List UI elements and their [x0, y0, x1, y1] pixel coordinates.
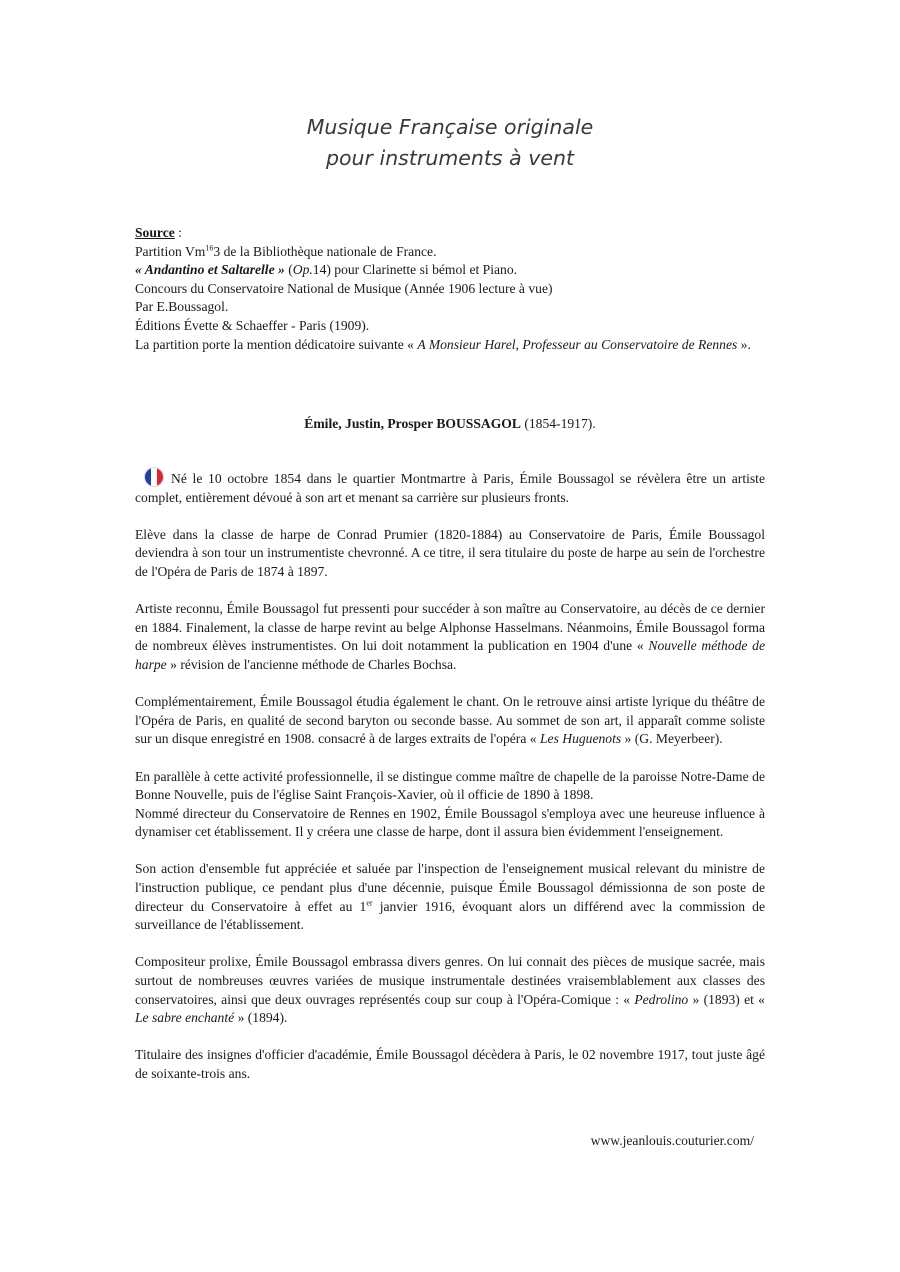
source-line-6	[135, 336, 765, 355]
title-line-2: pour instruments à vent	[326, 146, 574, 170]
paragraph-7-italic-2: Le sabre enchanté	[135, 1010, 235, 1026]
paragraph-7-mid: » (1893) et «	[688, 991, 765, 1007]
dedication-text: A Monsieur Harel, Professeur au Conservatoire de Rennes	[417, 336, 738, 352]
work-rest: 14) pour Clarinette si bémol et Piano.	[312, 262, 518, 278]
paragraph-5-line-2: Nommé directeur du Conservatoire de Rennes en 1902, Émile Boussagol s'employa avec une heureuse influence à dynamiser cet établissement. Il y créera une classe de harpe, dont il assura bien évidemment l'enseignement.	[135, 805, 765, 840]
paragraph-3-post: » révision de l'ancienne méthode de Charles Bochsa.	[166, 656, 457, 672]
dedication-post: ».	[737, 336, 751, 352]
paragraph-5-line-1: En parallèle à cette activité professionnelle, il se distingue comme maître de chapelle de la paroisse Notre-Dame de Bonne Nouvelle, puis de l'église Saint François-Xavier, où il officie de 1890 à 1898.	[135, 768, 765, 803]
source-section	[135, 224, 765, 354]
source-heading: Source	[135, 225, 175, 240]
work-title: « Andantino et Saltarelle »	[135, 262, 285, 278]
title-line-1: Musique Française originale	[306, 115, 594, 139]
paragraph-3-pre: Artiste reconnu, Émile Boussagol fut pressenti pour succéder à son maître au Conservatoire, au décès de ce dernier en 1884. Finalement, la classe de harpe revint au belge Alphonse Hasselmans. Néanmoins, Émile Boussagol forma de nombreux élèves instrumentistes. On lui doit notamment la publication en 1904 d'une «	[135, 601, 765, 654]
source-line-3: Concours du Conservatoire National de Musique (Année 1906 lecture à vue)	[135, 280, 553, 296]
source-line-4: Par E.Boussagol.	[135, 299, 229, 315]
paragraph-1-text: Né le 10 octobre 1854 dans le quartier Montmartre à Paris, Émile Boussagol se révèlera être un artiste complet, entièrement dévoué à son art et menant sa carrière sur plusieurs fronts.	[135, 471, 765, 505]
paragraph-7-pre: Compositeur prolixe, Émile Boussagol embrassa divers genres. On lui connait des pièces de musique sacrée, mais surtout de nombreuses œuvres variées de musique instrumentale destinées vraisemblablement aux classes des conservatoires, ainsi que deux ouvrages représentés coup sur coup à l'Opéra-Comique : «	[135, 954, 765, 1007]
paragraph-7-post: » (1894).	[234, 1010, 288, 1026]
source-heading-line	[135, 224, 765, 243]
dedication-pre: La partition porte la mention dédicatoire suivante «	[135, 336, 418, 352]
website-link[interactable]: www.jeanlouis.couturier.com/	[590, 1133, 754, 1148]
paragraph-4-italic: Les Huguenots	[539, 731, 622, 747]
paragraph-6-pre: Son action d'ensemble fut appréciée et saluée par l'inspection de l'enseignement musical relevant du ministre de l'instruction publique, ce pendant plus d'une décennie, puisque Émile Boussagol démissionna de son poste de directeur du Conservatoire à effet au 1	[135, 861, 765, 914]
composer-heading	[0, 415, 900, 433]
paragraph-6	[135, 860, 765, 934]
source-line-1-pre: Partition Vm	[135, 243, 206, 259]
paragraph-6-sup: er	[366, 898, 373, 908]
work-opus: Op.	[292, 262, 313, 278]
paragraph-4-post: » (G. Meyerbeer).	[621, 731, 723, 747]
source-line-1-sup: 16	[205, 243, 214, 253]
paragraph-4	[135, 693, 765, 749]
french-flag-icon	[145, 468, 163, 486]
composer-name: Émile, Justin, Prosper BOUSSAGOL	[304, 416, 521, 431]
paragraph-3-italic: Nouvelle méthode de harpe	[135, 638, 765, 672]
paragraph-7-italic-1: Pedrolino	[634, 991, 689, 1007]
source-line-1	[135, 243, 765, 262]
work-open: (	[284, 262, 293, 278]
paragraph-4-pre: Complémentairement, Émile Boussagol étudia également le chant. On le retrouve ainsi artiste lyrique du théâtre de l'Opéra de Paris, en qualité de second baryton ou seconde basse. Au sommet de son art, il apparaît comme soliste sur un disque enregistré en 1908. consacré à de larges extraits de l'opéra «	[135, 694, 765, 747]
paragraph-3	[135, 600, 765, 674]
source-line-5: Éditions Évette & Schaeffer - Paris (1909).	[135, 317, 370, 333]
paragraph-1	[135, 468, 765, 507]
paragraph-5	[135, 768, 765, 842]
source-line-2	[135, 261, 765, 280]
paragraph-2: Elève dans la classe de harpe de Conrad Prumier (1820-1884) au Conservatoire de Paris, Émile Boussagol deviendra à son tour un instrumentiste chevronné. A ce titre, il sera titulaire du poste de harpe au sein de l'orchestre de l'Opéra de Paris de 1874 à 1897.	[135, 526, 765, 579]
paragraph-7	[135, 953, 765, 1027]
paragraph-6-post: janvier 1916, évoquant alors un différend avec la commission de surveillance de l'établissement.	[135, 898, 765, 933]
biography	[135, 468, 765, 1102]
composer-dates: (1854-1917).	[520, 416, 596, 431]
source-line-1-post: 3 de la Bibliothèque nationale de France.	[213, 243, 437, 259]
source-heading-suffix: :	[174, 225, 182, 240]
document-title	[0, 112, 900, 174]
paragraph-8: Titulaire des insignes d'officier d'académie, Émile Boussagol décèdera à Paris, le 02 novembre 1917, tout juste âgé de soixante-trois ans.	[135, 1047, 765, 1081]
